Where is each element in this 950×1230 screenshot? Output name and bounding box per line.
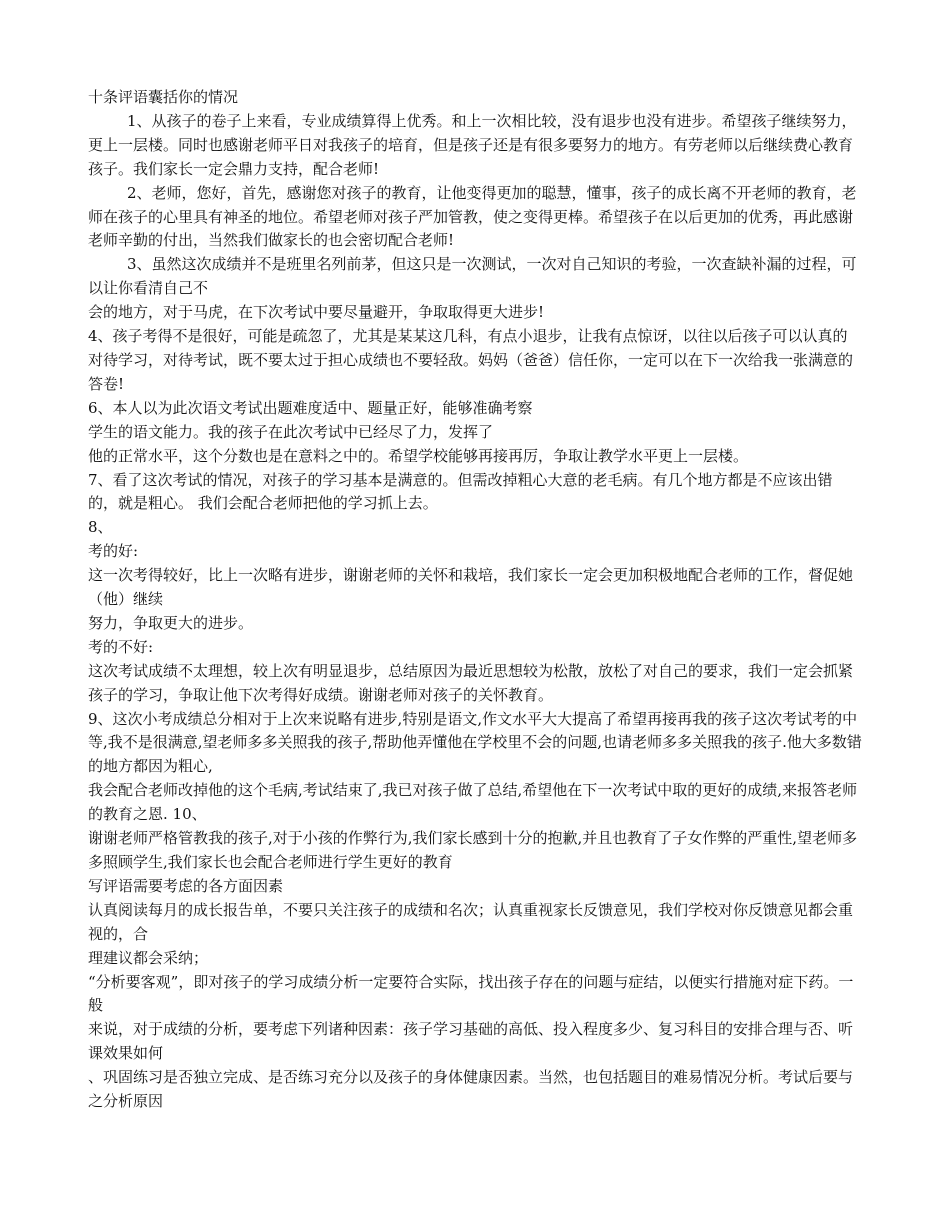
paragraph-good-result: 这一次考得较好，比上一次略有进步，谢谢老师的关怀和栽培，我们家长一定会更加积极地配合老师的工作，督促她（他）继续 bbox=[88, 566, 854, 609]
paragraph-10: 谢谢老师严格管教我的孩子,对于小孩的作弊行为,我们家长感到十分的抱歉,并且也教育了子女作弊的严重性,望老师多多照顾学生,我们家长也会配合老师进行学生更好的教育 bbox=[88, 829, 858, 871]
document-title: 十条评语囊括你的情况 bbox=[88, 88, 239, 106]
paragraph-good-result-cont: 努力，争取更大的进步。 bbox=[88, 613, 254, 632]
paragraph-factors-2-cont: 来说，对于成绩的分析，要考虑下列诸种因素：孩子学习基础的高低、投入程度多少、复习科目的安排合理与否、听课效果如何 bbox=[88, 1020, 854, 1063]
paragraph-4: 4、孩子考得不是很好，可能是疏忽了，尤其是某某这几科，有点小退步，让我有点惊讶，以往以后孩子可以认真的对待学习，对待考试，既不要太过于担心成绩也不要轻敌。妈妈（爸爸）信任你，一定可以在下一次给我一张满意的答卷! bbox=[88, 327, 854, 393]
heading-good-result: 考的好: bbox=[88, 542, 139, 561]
paragraph-factors-2-cont-2: 、巩固练习是否独立完成、是否练习充分以及孩子的身体健康因素。当然，也包括题目的难易情况分析。考试后要与之分析原因 bbox=[88, 1068, 854, 1111]
heading-bad-result: 考的不好: bbox=[88, 637, 154, 656]
paragraph-3-cont: 会的地方，对于马虎，在下次考试中要尽量避开，争取取得更大进步! bbox=[88, 303, 545, 322]
paragraph-6-cont-1: 学生的语文能力。我的孩子在此次考试中已经尽了力，发挥了 bbox=[88, 422, 494, 441]
paragraph-7: 7、看了这次考试的情况，对孩子的学习基本是满意的。但需改掉粗心大意的老毛病。有几个地方都是不应该出错的，就是粗心。 我们会配合老师把他的学习抓上去。 bbox=[88, 470, 833, 513]
paragraph-6: 6、本人以为此次语文考试出题难度适中、题量正好，能够准确考察 bbox=[88, 398, 533, 417]
paragraph-1: 1、从孩子的卷子上来看，专业成绩算得上优秀。和上一次相比较，没有退步也没有进步。希望孩子继续努力，更上一层楼。同时也感谢老师平日对我孩子的培育，但是孩子还是有很多要努力的地方。有劳老师以后继续费心教育孩子。我们家长一定会鼎力支持，配合老师! bbox=[88, 111, 857, 178]
paragraph-6-cont-2: 他的正常水平，这个分数也是在意料之中的。希望学校能够再接再厉，争取让教学水平更上一层楼。 bbox=[88, 446, 749, 465]
paragraph-factors-2: “分析要客观”，即对孩子的学习成绩分析一定要符合实际，找出孩子存在的问题与症结，以便实行措施对症下药。一般 bbox=[88, 972, 854, 1015]
paragraph-3: 3、虽然这次成绩并不是班里名列前茅，但这只是一次测试，一次对自己知识的考验，一次查缺补漏的过程，可以让你看清自己不 bbox=[88, 255, 857, 298]
paragraph-8-number: 8、 bbox=[88, 518, 113, 537]
paragraph-factors-1: 认真阅读每月的成长报告单，不要只关注孩子的成绩和名次；认真重视家长反馈意见，我们学校对你反馈意见都会重视的，合 bbox=[88, 900, 854, 943]
paragraph-factors-1-cont: 理建议都会采纳； bbox=[88, 948, 209, 967]
paragraph-bad-result: 这次考试成绩不太理想，较上次有明显退步，总结原因为最近思想较为松散，放松了对自己的要求，我们一定会抓紧孩子的学习，争取让他下次考得好成绩。谢谢老师对孩子的关怀教育。 bbox=[88, 661, 854, 704]
paragraph-2: 2、老师，您好，首先，感谢您对孩子的教育，让他变得更加的聪慧，懂事，孩子的成长离不开老师的教育，老师在孩子的心里具有神圣的地位。希望老师对孩子严加管教，使之变得更棒。希望孩子在以后更加的优秀，再此感谢老师辛勤的付出，当然我们做家长的也会密切配合老师! bbox=[88, 183, 857, 250]
section-heading-factors: 写评语需要考虑的各方面因素 bbox=[88, 876, 284, 895]
paragraph-9: 9、这次小考成绩总分相对于上次来说略有进步,特别是语文,作文水平大大提高了希望再接再我的孩子这次考试考的中等,我不是很满意,望老师多多关照我的孩子,帮助他弄懂他在学校里不会的问题,也请老师多多关照我的孩子.他大多数错的地方都因为粗心, bbox=[88, 709, 862, 776]
paragraph-9-cont: 我会配合老师改掉他的这个毛病,考试结束了,我已对孩子做了总结,希望他在下一次考试中取的更好的成绩,来报答老师的教育之恩. 10、 bbox=[88, 781, 858, 824]
